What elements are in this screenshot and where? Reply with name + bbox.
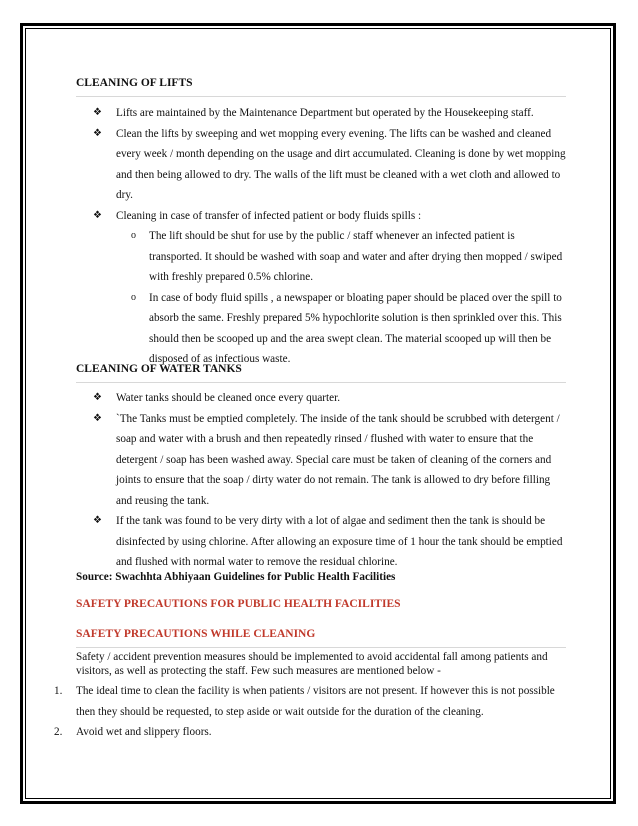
list-item-text: If the tank was found to be very dirty with a lot of algae and sediment then the tank is should be disinfected by using chlorine. After allowing an exposure time of 1 hour the tank should be emptied and flushed with normal water to remove the residual chlorine. — [116, 515, 563, 568]
list-item-text: Cleaning in case of transfer of infected patient or body fluids spills : — [116, 209, 422, 222]
heading-cleaning-of-water-tanks: CLEANING OF WATER TANKS — [76, 359, 566, 383]
list-item — [0, 103, 566, 124]
heading-safety-while-cleaning: SAFETY PRECAUTIONS WHILE CLEANING — [76, 624, 566, 648]
list-item — [0, 124, 566, 206]
diamond-bullet-icon: ❖ — [93, 127, 102, 139]
lifts-bullet-list — [0, 103, 566, 370]
tanks-bullet-list — [0, 388, 566, 573]
diamond-bullet-icon: ❖ — [93, 412, 102, 424]
diamond-bullet-icon: ❖ — [93, 209, 102, 221]
circle-bullet-icon: o — [131, 291, 136, 303]
source-citation: Source: Swachhta Abhiyaan Guidelines for Public Health Facilities — [76, 571, 396, 583]
numbered-item — [0, 681, 568, 722]
item-number: 2. — [54, 726, 63, 738]
list-item — [0, 206, 566, 370]
numbered-item-text: Avoid wet and slippery floors. — [76, 726, 212, 738]
item-number: 1. — [54, 685, 63, 697]
numbered-item-text: The ideal time to clean the facility is when patients / visitors are not present. If however this is not possible then they should be requested, to step aside or wait outside for the duration of the cleaning. — [76, 685, 555, 718]
list-item — [0, 511, 566, 573]
diamond-bullet-icon: ❖ — [93, 392, 102, 403]
heading-safety-precautions: SAFETY PRECAUTIONS FOR PUBLIC HEALTH FACILITIES — [76, 598, 401, 610]
numbered-item — [0, 722, 568, 743]
heading-cleaning-of-lifts: CLEANING OF LIFTS — [76, 73, 566, 97]
list-item-text: Clean the lifts by sweeping and wet mopping every evening. The lifts can be washed and cleaned every week / month depending on the usage and dirt accumulated. Cleaning is done by wet mopping and then being allowed to dry. The walls of the lift must be cleaned with a wet cloth and allowed to dry. — [116, 127, 566, 201]
diamond-bullet-icon: ❖ — [93, 107, 102, 118]
sub-list-item — [115, 226, 563, 288]
safety-numbered-list — [0, 681, 568, 743]
diamond-bullet-icon: ❖ — [93, 515, 102, 526]
list-item-text: Lifts are maintained by the Maintenance Department but operated by the Housekeeping staff. — [116, 107, 534, 119]
safety-intro-paragraph: Safety / accident prevention measures should be implemented to avoid accidental fall among patients and visitors, as well as protecting the staff. Few such measures are mentioned below - — [76, 651, 548, 677]
list-item — [0, 409, 566, 512]
lifts-sub-list — [116, 226, 566, 370]
circle-bullet-icon: o — [131, 230, 136, 241]
list-item — [0, 388, 566, 409]
sub-list-item-text: In case of body fluid spills , a newspaper or bloating paper should be placed over the spill to absorb the same. Freshly prepared 5% hypochlorite solution is then sprinkled over this. This should then be scooped up and the area swept clean. The material scooped up will then be disposed of as infectious waste. — [149, 291, 562, 365]
sub-list-item — [115, 288, 563, 370]
sub-list-item-text: The lift should be shut for use by the public / staff whenever an infected patient is transported. It should be washed with soap and water and after drying then mopped / swiped with freshly prepared 0.5% chlorine. — [149, 230, 563, 283]
list-item-text: Water tanks should be cleaned once every quarter. — [116, 392, 340, 404]
list-item-text: `The Tanks must be emptied completely. The inside of the tank should be scrubbed with detergent / soap and water with a brush and then repeatedly rinsed / flushed with water to ensure that the detergent / soap has been washed away. Special care must be taken of cleaning of the corners and joints to ensure that the soap / dirty water do not remain. The tank is allowed to dry before filling and reusing the tank. — [116, 412, 560, 507]
